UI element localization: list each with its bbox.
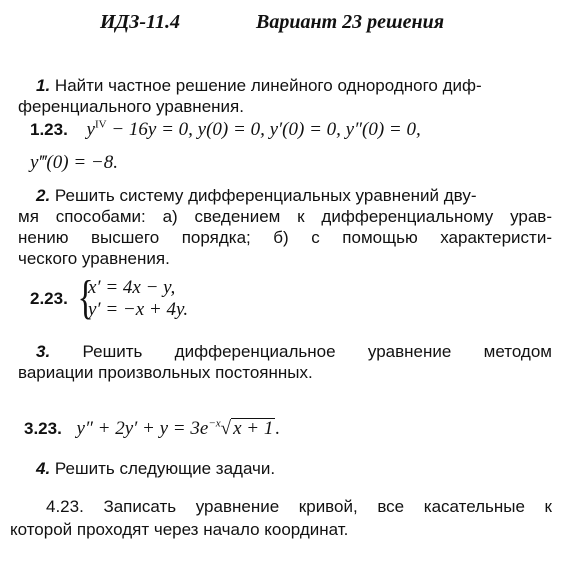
task3-text-line1: Решить дифференциальное уравнение методом: [82, 342, 552, 361]
task3-problem: [24, 418, 280, 439]
task2-problem-label: 2.23.: [30, 289, 68, 308]
task2-line1: [36, 186, 548, 206]
task1-text-line1: Найти частное решение линейного однородного диф-: [54, 76, 482, 95]
header-title: ИДЗ-11.4: [100, 11, 180, 33]
system-brace: {: [77, 271, 94, 324]
task2-text-line4: ческого уравнения.: [18, 249, 170, 268]
task4-problem-text-line1: Записать уравнение кривой, все касательные к: [103, 497, 552, 516]
task1-problem: [30, 120, 421, 140]
task4-number: 4.: [36, 459, 51, 478]
task2-text-line1: Решить систему дифференциальных уравнений дву-: [54, 186, 477, 205]
task3-number: 3.: [36, 342, 51, 361]
task2-text-line2: мя способами: а) сведением к дифференциальному урав-: [18, 207, 552, 226]
task4-problem-line2: которой проходят через начало координат.: [10, 520, 349, 539]
task2-system-eq2: y′ = −x + 4y.: [88, 299, 189, 320]
task1-equation-line1: $y^{IV} - 16y = 0$, y(0) = 0, y′(0) = 0, y″(0) = 0,: [86, 118, 421, 140]
task2-number: 2.: [36, 186, 51, 205]
task1-equation-line2: y‴(0) = −8.: [30, 152, 118, 173]
task1-problem-label: 1.23.: [30, 120, 68, 139]
task4-problem-line1: [46, 497, 552, 517]
task3-problem-label: 3.23.: [24, 419, 62, 438]
task3-line1: [36, 342, 552, 362]
task1-line1: [36, 76, 548, 96]
header-variant: Вариант 23 решения: [256, 11, 445, 33]
task2-text-line3: нению высшего порядка; б) с помощью характеристи-: [18, 228, 552, 247]
task1-text-line2: ференциального уравнения.: [18, 97, 244, 116]
task3-text-line2: вариации произвольных постоянных.: [18, 363, 313, 382]
task2-system-eq1: x′ = 4x − y,: [88, 277, 176, 298]
task3-equation: $y'' + 2y' + y = 3e^{-x}√$ x + 1 .: [76, 417, 281, 439]
task4-problem-label: 4.23.: [46, 497, 84, 516]
task4-text-line1: Решить следующие задачи.: [54, 459, 276, 478]
task4-line1: [36, 459, 275, 479]
task1-number: 1.: [36, 76, 51, 95]
